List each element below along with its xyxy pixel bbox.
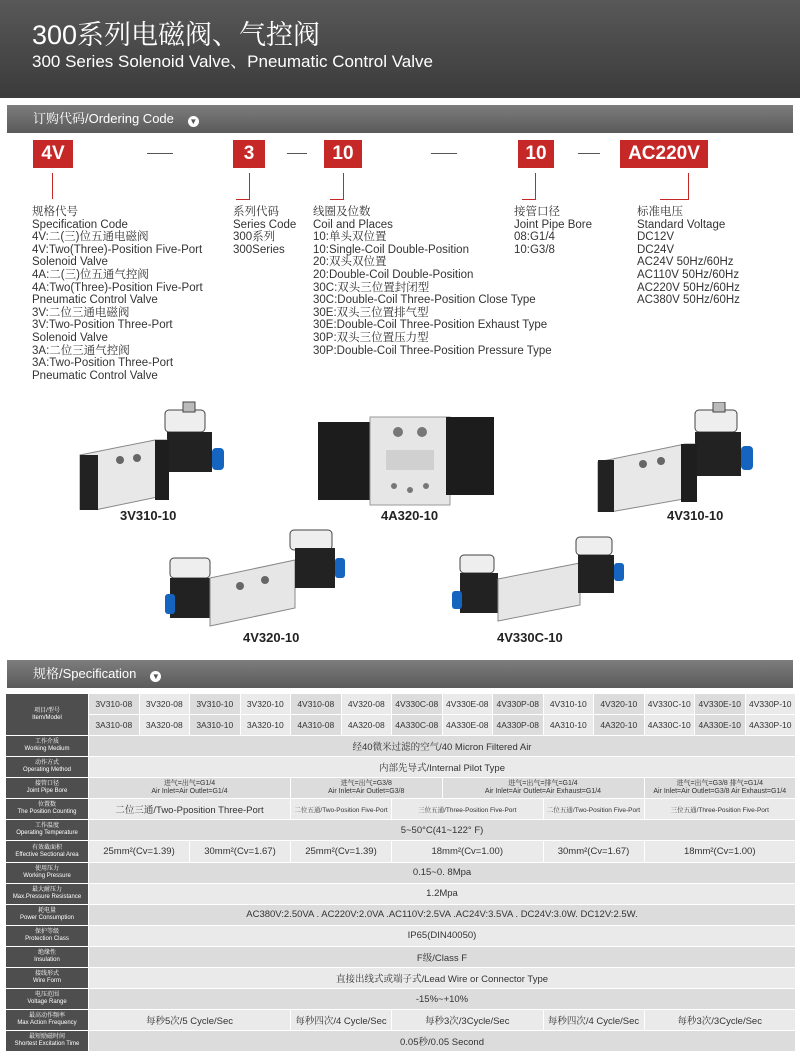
model-cell: 4A330C-10 <box>644 715 695 736</box>
spec-value-cell <box>291 778 443 799</box>
spec-code-description <box>32 206 203 382</box>
table-row <box>6 883 796 904</box>
spec-label-en: Insulation <box>34 956 60 963</box>
model-cell: 4V320-10 <box>594 694 645 715</box>
model-cell: 4V330E-08 <box>442 694 493 715</box>
product-image-4v320-10 <box>165 528 350 628</box>
spec-label-en: Shortest Excitation Time <box>14 1041 80 1048</box>
description-line: DC12V <box>637 231 675 244</box>
spec-row-label <box>6 694 89 736</box>
description-line: 30C:Double-Coil Three-Position Close Type <box>313 294 536 307</box>
cell-line: Air Inlet=Air Outlet=Air Exhaust=G1/4 <box>484 788 602 796</box>
description-line: 10:Single-Coil Double-Position <box>313 243 469 256</box>
spec-row-label <box>6 989 89 1010</box>
description-line: Joint Pipe Bore <box>514 218 592 231</box>
model-cell: 4A310-08 <box>291 715 342 736</box>
model-cell: 4V310-08 <box>291 694 342 715</box>
model-cell: 3V320-10 <box>240 694 291 715</box>
description-line: 4A:Two(Three)-Position Five-Port <box>32 281 203 294</box>
description-line: Pneumatic Control Valve <box>32 369 158 382</box>
spec-label-zh: 最高动作频率 <box>28 1013 65 1020</box>
description-line: AC220V 50Hz/60Hz <box>637 281 740 294</box>
description-line: Standard Voltage <box>637 218 726 231</box>
model-cell: 4A330E-08 <box>442 715 493 736</box>
code-dash <box>147 153 173 154</box>
table-row <box>6 1010 796 1031</box>
spec-label-zh: 项目/型号 <box>34 707 60 714</box>
model-cell: 3V310-10 <box>190 694 241 715</box>
spec-label-en: Effective Sectional Area <box>15 851 79 858</box>
description-line: AC380V 50Hz/60Hz <box>637 294 740 307</box>
table-row <box>6 904 796 925</box>
spec-value-cell: 二位五通/Two-Position Five-Port <box>291 799 392 820</box>
spec-label-en: Max.Pressure Resistance <box>12 893 82 900</box>
spec-label-en: Operating Temperature <box>16 830 78 837</box>
spec-value-cell: 30mm²(Cv=1.67) <box>190 841 291 862</box>
description-line: 标准电压 <box>637 206 683 218</box>
spec-row-label <box>6 862 89 883</box>
page-title: 300系列电磁阀、气控阀 <box>32 20 321 50</box>
connector-line <box>522 199 536 200</box>
spec-label-en: Working Pressure <box>23 872 71 879</box>
spec-label-zh: 动作方式 <box>34 760 59 767</box>
info-icon: ▼ <box>151 672 160 681</box>
spec-table <box>5 693 796 1052</box>
model-cell: 4A330E-10 <box>695 715 746 736</box>
table-row <box>6 946 796 967</box>
spec-label-zh: 电压范围 <box>34 992 59 999</box>
spec-label-en: Protection Class <box>25 935 69 942</box>
voltage-description <box>637 206 740 307</box>
connector-line <box>660 199 689 200</box>
connector-line <box>688 173 689 199</box>
connector-line <box>249 173 250 199</box>
spec-row-label <box>6 799 89 820</box>
model-cell: 4A330C-08 <box>392 715 443 736</box>
table-row <box>6 925 796 946</box>
cell-line: Air Inlet=Air Outlet=G1/4 <box>151 788 228 796</box>
cell-line: Air Inlet=Air Outlet=G3/8 Air Exhaust=G1/4 <box>653 788 787 796</box>
spec-label-zh: 接线形式 <box>34 971 59 978</box>
spec-value-cell: 每秒3次/3Cycle/Sec <box>392 1010 544 1031</box>
description-line: AC24V 50Hz/60Hz <box>637 256 734 269</box>
description-line: 4V:二(三)位五通电磁阀 <box>32 231 149 244</box>
product-image-4v310-10 <box>595 402 760 512</box>
model-cell: 3V320-08 <box>139 694 190 715</box>
spec-value-cell: F级/Class F <box>89 946 796 967</box>
cell-line: 进气=出气=G3/8 排气=G1/4 <box>676 780 764 788</box>
connector-line <box>236 199 250 200</box>
spec-value-cell: IP65(DIN40050) <box>89 925 796 946</box>
spec-row-label <box>6 820 89 841</box>
spec-label-en: The Position Counting <box>17 809 77 816</box>
description-line: 300Series <box>233 243 285 256</box>
spec-row-label <box>6 757 89 778</box>
spec-label-en: Wire Form <box>33 978 61 985</box>
spec-label-en: Max Action Frequency <box>17 1020 77 1027</box>
spec-value-cell: 18mm²(Cv=1.00) <box>392 841 544 862</box>
spec-row-label <box>6 841 89 862</box>
model-cell: 4V330P-10 <box>745 694 796 715</box>
connector-line <box>52 173 53 199</box>
description-line: Coil and Places <box>313 218 393 231</box>
code-box-type: 4V <box>33 140 73 168</box>
description-line: 规格代号 <box>32 206 78 218</box>
description-line: 30E:双头三位置排气型 <box>313 306 429 319</box>
spec-value-cell: 25mm²(Cv=1.39) <box>291 841 392 862</box>
spec-value-cell: 每秒5次/5 Cycle/Sec <box>89 1010 291 1031</box>
spec-label-zh: 保护等级 <box>34 928 59 935</box>
spec-label-zh: 位置数 <box>37 802 56 809</box>
spec-value-cell: 每秒四次/4 Cycle/Sec <box>543 1010 644 1031</box>
product-image-4a320-10 <box>318 412 498 507</box>
model-cell: 4A330P-08 <box>493 715 544 736</box>
description-line: 3A:Two-Position Three-Port <box>32 357 174 370</box>
spec-row-label <box>6 883 89 904</box>
description-line: Solenoid Valve <box>32 256 108 269</box>
spec-value-cell: 30mm²(Cv=1.67) <box>543 841 644 862</box>
description-line: 20:双头双位置 <box>313 256 387 269</box>
spec-label-zh: 工作温度 <box>34 823 59 830</box>
spec-label-en: Item/Model <box>32 714 62 721</box>
code-box-bore: 10 <box>518 140 554 168</box>
model-cell: 4A320-10 <box>594 715 645 736</box>
table-row <box>6 736 796 757</box>
spec-row-label <box>6 1010 89 1031</box>
spec-section-header <box>7 660 793 688</box>
description-line: 20:Double-Coil Double-Position <box>313 268 474 281</box>
code-box-coil: 10 <box>324 140 362 168</box>
model-cell: 3A320-10 <box>240 715 291 736</box>
description-line: 接管口径 <box>514 206 560 218</box>
bore-description <box>514 206 592 256</box>
product-image-4v330c-10 <box>450 535 630 625</box>
description-line: 10:单头双位置 <box>313 231 387 244</box>
model-cell: 3A320-08 <box>139 715 190 736</box>
product-label: 4A320-10 <box>381 508 439 523</box>
description-line: 30C:双头三位置封闭型 <box>313 281 430 294</box>
spec-label-en: Working Medium <box>24 746 70 753</box>
connector-line <box>535 173 536 199</box>
ordering-section-header <box>7 105 793 133</box>
table-row <box>6 715 796 736</box>
product-label: 3V310-10 <box>120 508 177 523</box>
description-line: 30E:Double-Coil Three-Position Exhaust Type <box>313 319 548 332</box>
model-cell: 4V330P-08 <box>493 694 544 715</box>
spec-value-cell: 三位五通/Three-Position Five-Port <box>644 799 796 820</box>
spec-value-cell: 经40微米过滤的空气/40 Micron Filtered Air <box>89 736 796 757</box>
cell-line: 进气=出气=G3/8 <box>340 780 392 788</box>
spec-value-cell: 0.05秒/0.05 Second <box>89 1031 796 1052</box>
table-row <box>6 989 796 1010</box>
code-dash <box>287 153 307 154</box>
spec-value-cell: 18mm²(Cv=1.00) <box>644 841 796 862</box>
spec-value-cell: 直接出线式或端子式/Lead Wire or Connector Type <box>89 968 796 989</box>
spec-value-cell: 每秒3次/3Cycle/Sec <box>644 1010 796 1031</box>
description-line: 08:G1/4 <box>514 231 555 244</box>
description-line: 30P:Double-Coil Three-Position Pressure Type <box>313 344 552 357</box>
spec-label-en: Operating Method <box>22 767 72 774</box>
description-line: Pneumatic Control Valve <box>32 294 158 307</box>
page-banner <box>0 0 800 98</box>
description-line: 3V:二位三通电磁阀 <box>32 306 130 319</box>
model-cell: 3A310-10 <box>190 715 241 736</box>
series-code-description <box>233 206 296 256</box>
model-cell: 4A330P-10 <box>745 715 796 736</box>
spec-value-cell: 二位三通/Two-Pposition Three-Port <box>89 799 291 820</box>
spec-label-zh: 最大耐压力 <box>31 886 62 893</box>
spec-label-en: Voltage Range <box>27 999 67 1006</box>
description-line: 3V:Two-Position Three-Port <box>32 319 173 332</box>
spec-value-cell: 每秒四次/4 Cycle/Sec <box>291 1010 392 1031</box>
model-cell: 3A310-08 <box>89 715 140 736</box>
table-row <box>6 841 796 862</box>
spec-label-zh: 接管口径 <box>34 781 59 788</box>
info-icon: ▼ <box>189 117 198 126</box>
model-cell: 4V320-08 <box>341 694 392 715</box>
model-cell: 4V330C-08 <box>392 694 443 715</box>
spec-label-en: Joint Pipe Bore <box>26 788 68 795</box>
product-label: 4V320-10 <box>243 630 300 645</box>
code-dash <box>578 153 600 154</box>
model-cell: 4A310-10 <box>543 715 594 736</box>
description-line: Specification Code <box>32 218 128 231</box>
connector-line <box>343 173 344 199</box>
spec-row-label <box>6 1031 89 1052</box>
model-cell: 4V330E-10 <box>695 694 746 715</box>
spec-row-label <box>6 778 89 799</box>
code-dash <box>431 153 457 154</box>
spec-row-label <box>6 968 89 989</box>
model-cell: 4A320-08 <box>341 715 392 736</box>
product-label: 4V310-10 <box>667 508 724 523</box>
spec-value-cell: -15%~+10% <box>89 989 796 1010</box>
spec-label-zh: 有效截面积 <box>31 844 62 851</box>
spec-label-en: Power Consumption <box>19 914 75 921</box>
description-line: AC110V 50Hz/60Hz <box>637 268 740 281</box>
connector-line <box>330 199 344 200</box>
spec-label-zh: 耗电量 <box>37 907 56 914</box>
spec-row-label <box>6 904 89 925</box>
description-line: 300系列 <box>233 231 276 244</box>
spec-label-zh: 工作介质 <box>34 739 59 746</box>
cell-line: 进气=出气=G1/4 <box>163 780 216 788</box>
spec-value-cell: AC380V:2.50VA . AC220V:2.0VA .AC110V:2.5VA .AC24V:3.5VA . DC24V:3.0W. DC12V:2.5W. <box>89 904 796 925</box>
description-line: 10:G3/8 <box>514 243 555 256</box>
table-row <box>6 757 796 778</box>
table-row <box>6 862 796 883</box>
spec-label-zh: 使用压力 <box>34 865 59 872</box>
spec-label-zh: 绝缘性 <box>37 949 56 956</box>
spec-value-cell: 二位五通/Two-Position Five-Port <box>543 799 644 820</box>
description-line: 4A:二(三)位五通气控阀 <box>32 268 149 281</box>
description-line: 系列代码 <box>233 206 279 218</box>
spec-value-cell: 三位五通/Three-Position Five-Port <box>392 799 544 820</box>
spec-value-cell <box>442 778 644 799</box>
spec-label-zh: 最短励磁时间 <box>28 1034 65 1041</box>
description-line: 30P:双头三位置压力型 <box>313 331 429 344</box>
spec-row-label <box>6 925 89 946</box>
table-row <box>6 799 796 820</box>
spec-value-cell <box>89 778 291 799</box>
model-cell: 3V310-08 <box>89 694 140 715</box>
spec-value-cell: 1.2Mpa <box>89 883 796 904</box>
spec-row-label <box>6 736 89 757</box>
spec-value-cell: 25mm²(Cv=1.39) <box>89 841 190 862</box>
product-image-3v310-10 <box>75 400 235 510</box>
description-line: 3A:二位三通气控阀 <box>32 344 130 357</box>
spec-value-cell <box>644 778 796 799</box>
spec-row-label <box>6 946 89 967</box>
description-line: Series Code <box>233 218 297 231</box>
page-subtitle: 300 Series Solenoid Valve、Pneumatic Control Valve <box>32 52 433 71</box>
product-label: 4V330C-10 <box>497 630 563 645</box>
cell-line: 进气=出气=排气=G1/4 <box>508 780 578 788</box>
cell-line: Air Inlet=Air Outlet=G3/8 <box>328 788 405 796</box>
table-row <box>6 968 796 989</box>
model-cell: 4V310-10 <box>543 694 594 715</box>
description-line: 线圈及位数 <box>313 206 371 218</box>
description-line: 4V:Two(Three)-Position Five-Port <box>32 243 203 256</box>
spec-value-cell: 5~50°C(41~122° F) <box>89 820 796 841</box>
description-line: Solenoid Valve <box>32 331 108 344</box>
description-line: DC24V <box>637 243 675 256</box>
spec-section-title: 规格/Specification <box>33 666 137 681</box>
code-box-voltage: AC220V <box>620 140 708 168</box>
table-row <box>6 778 796 799</box>
spec-value-cell: 内部先导式/Internal Pilot Type <box>89 757 796 778</box>
table-row <box>6 820 796 841</box>
spec-value-cell: 0.15~0. 8Mpa <box>89 862 796 883</box>
code-box-series: 3 <box>233 140 265 168</box>
ordering-section-title: 订购代码/Ordering Code <box>33 111 174 126</box>
model-cell: 4V330C-10 <box>644 694 695 715</box>
table-row <box>6 694 796 715</box>
table-row <box>6 1031 796 1052</box>
